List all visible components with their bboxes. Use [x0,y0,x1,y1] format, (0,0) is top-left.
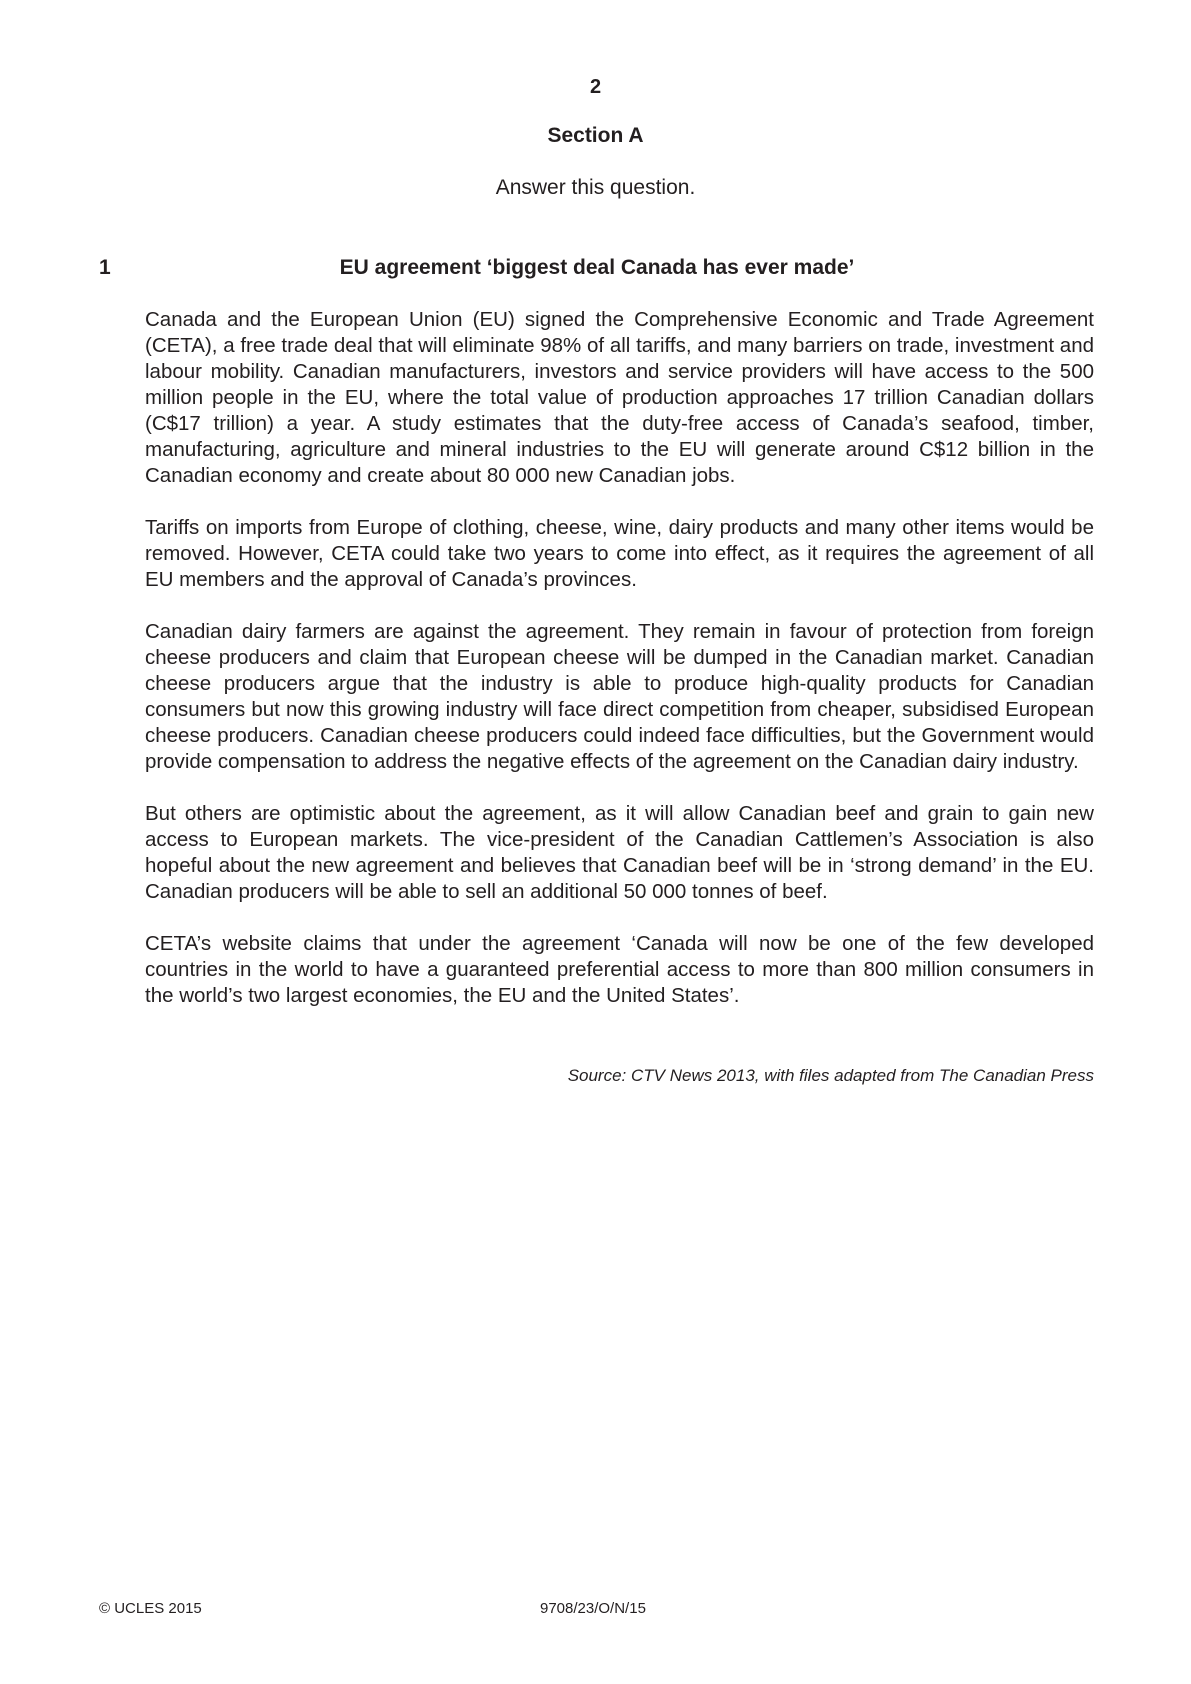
paragraph-3: Canadian dairy farmers are against the agreement. They remain in favour of protection from foreign cheese producers and claim that European cheese will be dumped in the Canadian market. Canadian cheese producers argue that the industry is able to produce high-quality products for Canadian consumers but now this growing industry will face direct competition from cheaper, subsidised European cheese producers. Canadian cheese producers could indeed face difficulties, but the Government would provide compensation to address the negative effects of the agreement on the Canadian dairy industry. [145,620,1094,773]
footer-copyright: © UCLES 2015 [99,1600,202,1617]
question-number: 1 [99,256,111,279]
paragraph-2: Tariffs on imports from Europe of clothing, cheese, wine, dairy products and many other items would be removed. However, CETA could take two years to come into effect, as it requires the agreement of all EU members and the approval of Canada’s provinces. [145,516,1094,591]
instruction: Answer this question. [495,176,696,199]
article-body [145,307,1094,1035]
paragraph-1: Canada and the European Union (EU) signed the Comprehensive Economic and Trade Agreement (CETA), a free trade deal that will eliminate 98% of all tariffs, and many barriers on trade, investment and labour mobility. Canadian manufacturers, investors and service providers will have access to the 500 million people in the EU, where the total value of production approaches 17 trillion Canadian dollars (C$17 trillion) a year. A study estimates that the duty-free access of Canada’s seafood, timber, manufacturing, agriculture and mineral industries to the EU will generate around C$12 billion in the Canadian economy and create about 80 000 new Canadian jobs. [145,308,1094,487]
article-title: EU agreement ‘biggest deal Canada has ever made’ [339,256,855,279]
paragraph-5: CETA’s website claims that under the agreement ‘Canada will now be one of the few developed countries in the world to have a guaranteed preferential access to more than 800 million consumers in the world’s two largest economies, the EU and the United States’. [145,932,1094,1007]
paragraph-4: But others are optimistic about the agreement, as it will allow Canadian beef and grain to gain new access to European markets. The vice-president of the Canadian Cattlemen’s Association is also hopeful about the new agreement and believes that Canadian beef will be in ‘strong demand’ in the EU. Canadian producers will be able to sell an additional 50 000 tonnes of beef. [145,802,1094,903]
section-title: Section A [547,124,644,147]
page-number: 2 [589,76,602,98]
source-citation: Source: CTV News 2013, with files adapted from The Canadian Press [567,1066,1094,1085]
footer-code: 9708/23/O/N/15 [540,1600,646,1617]
